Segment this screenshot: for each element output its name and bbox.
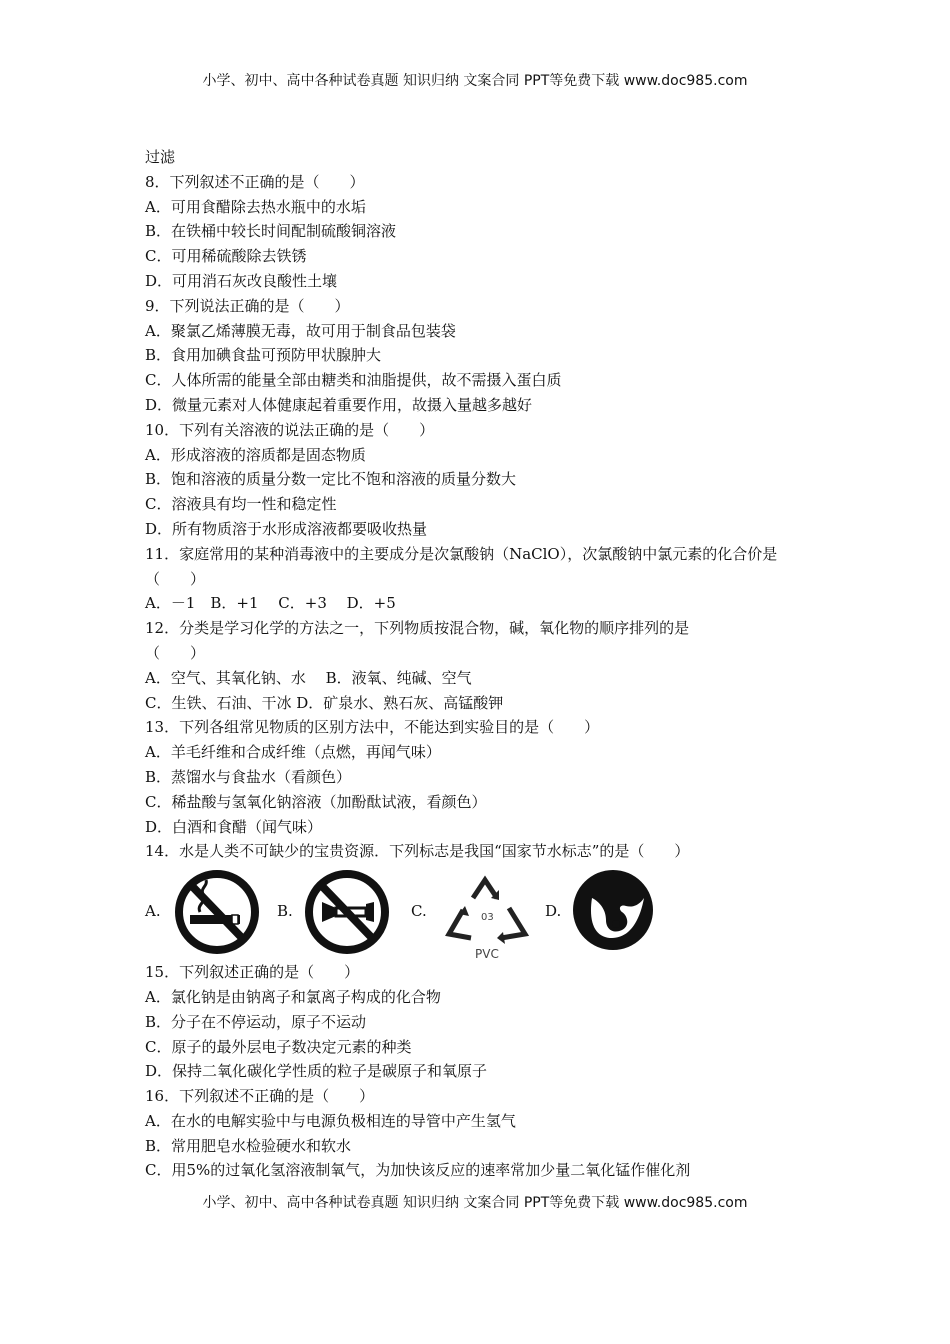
text-line: D．微量元素对人体健康起着重要作用，故摄入量越多越好 [145, 395, 533, 414]
text-line: A．羊毛纤维和合成纤维（点燃，再闻气味） [145, 743, 441, 762]
recycle-pvc-icon [437, 868, 537, 964]
text-line: 10．下列有关溶液的说法正确的是（ ） [145, 420, 435, 439]
question-11: 11．家庭常用的某种消毒液中的主要成分是次氯酸钠（NaClO），次氯酸钠中氯元素的化合价是（ ） [145, 544, 778, 588]
text-line: 15．下列叙述正确的是（ ） [145, 963, 360, 982]
text-line: C．原子的最外层电子数决定元素的种类 [145, 1037, 412, 1056]
option-a-label: A. [145, 902, 161, 921]
text-line: C．可用稀硫酸除去铁锈 [145, 247, 307, 266]
text-line: 12．分类是学习化学的方法之一，下列物质按混合物，碱，氧化物的顺序排列的是 [145, 619, 690, 638]
text-line: A．氯化钠是由钠离子和氯离子构成的化合物 [145, 987, 441, 1006]
text-line: B．蒸馏水与食盐水（看颜色） [145, 767, 352, 786]
no-smoking-icon [170, 868, 265, 956]
option-b-label: B. [277, 902, 293, 921]
text-line: A．空气、其氧化钠、水 B．液氧、纯碱、空气 [145, 668, 472, 687]
page-header: 小学、初中、高中各种试卷真题 知识归纳 文案合同 PPT等免费下载 www.doc985.com [202, 73, 748, 89]
text-line: B．常用肥皂水检验硬水和软水 [145, 1136, 352, 1155]
text-line: B．饱和溶液的质量分数一定比不饱和溶液的质量分数大 [145, 470, 517, 489]
text-line: C．人体所需的能量全部由糖类和油脂提供，故不需摄入蛋白质 [145, 371, 562, 390]
block-c [145, 960, 810, 1183]
text-line: 过滤 [145, 148, 176, 166]
text-line: A．－1 B．+1 C．+3 D．+5 [145, 594, 396, 613]
text-line: D．可用消石灰改良酸性土壤 [145, 271, 338, 290]
text-line: B．在铁桶中较长时间配制硫酸铜溶液 [145, 222, 397, 241]
text-line: A．聚氯乙烯薄膜无毒，故可用于制食品包装袋 [145, 321, 456, 340]
text-line: A．形成溶液的溶质都是固态物质 [145, 445, 366, 464]
text-line: 16．下列叙述不正确的是（ ） [145, 1087, 375, 1106]
page-footer: 小学、初中、高中各种试卷真题 知识归纳 文案合同 PPT等免费下载 www.doc985.com [202, 1195, 748, 1211]
text-line: （ ） [145, 643, 206, 662]
text-line: 13．下列各组常见物质的区别方法中，不能达到实验目的是（ ） [145, 718, 600, 737]
text-line: B．食用加碘食盐可预防甲状腺肿大 [145, 346, 382, 365]
text-line: C．溶液具有均一性和稳定性 [145, 495, 337, 514]
text-line: 9．下列说法正确的是（ ） [145, 296, 350, 315]
text-line: A．可用食醋除去热水瓶中的水垢 [145, 197, 366, 216]
text-line: D．保持二氧化碳化学性质的粒子是碳原子和氧原子 [145, 1062, 488, 1081]
text-line: B．分子在不停运动，原子不运动 [145, 1012, 367, 1031]
text-line: C．用5%的过氧化氢溶液制氧气，为加快该反应的速率常加少量二氧化锰作催化剂 [145, 1161, 691, 1180]
no-horn-icon [300, 868, 395, 956]
q14-options-row [145, 864, 810, 960]
recycle-code: 03 [481, 912, 494, 924]
block-a [145, 145, 810, 542]
text-line: 8．下列叙述不正确的是（ ） [145, 172, 365, 191]
text-line: D．白酒和食醋（闻气味） [145, 817, 323, 836]
block-b [145, 591, 810, 864]
document-body [145, 145, 810, 1183]
text-line: 14．水是人类不可缺少的宝贵资源．下列标志是我国“国家节水标志”的是（ ） [145, 842, 690, 861]
text-line: C．生铁、石油、干冰 D．矿泉水、熟石灰、高锰酸钾 [145, 693, 504, 712]
water-saving-icon [570, 868, 656, 954]
option-d-label: D. [545, 902, 562, 921]
text-line: A．在水的电解实验中与电源负极相连的导管中产生氢气 [145, 1111, 516, 1130]
recycle-label: PVC [475, 947, 499, 962]
text-line: D．所有物质溶于水形成溶液都要吸收热量 [145, 519, 428, 538]
text-line: C．稀盐酸与氢氧化钠溶液（加酚酞试液，看颜色） [145, 792, 487, 811]
option-c-label: C. [411, 902, 427, 921]
